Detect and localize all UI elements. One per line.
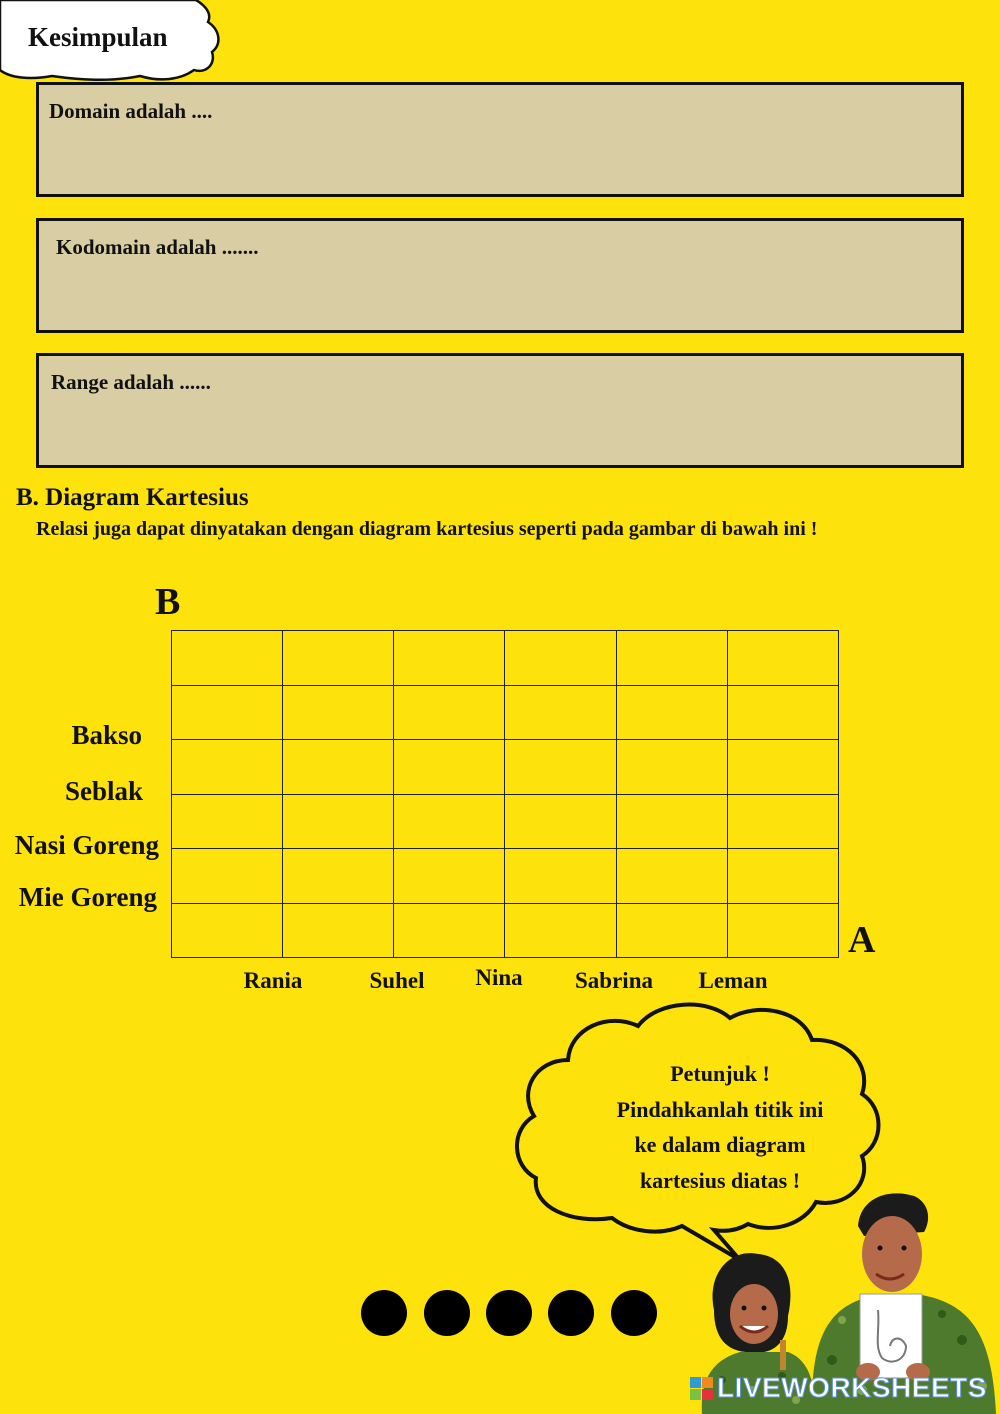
hint-text <box>580 1056 860 1198</box>
axis-a-label: A <box>848 919 876 961</box>
grid-cell[interactable] <box>283 795 394 850</box>
grid-cell[interactable] <box>617 631 728 686</box>
grid-cell[interactable] <box>617 795 728 850</box>
grid-cell[interactable] <box>394 904 505 959</box>
y-label-seblak: Seblak <box>64 776 143 806</box>
kesimpulan-title: Kesimpulan <box>28 22 168 52</box>
draggable-point[interactable] <box>548 1290 594 1336</box>
grid-cell[interactable] <box>617 740 728 795</box>
hint-line-4: kartesius diatas ! <box>639 1167 801 1193</box>
kodomain-label: Kodomain adalah ....... <box>56 235 259 259</box>
x-label-sabrina: Sabrina <box>575 968 653 993</box>
range-answer-box[interactable] <box>36 353 964 468</box>
grid-cell[interactable] <box>728 686 839 741</box>
draggable-point[interactable] <box>611 1290 657 1336</box>
hint-line-1: Petunjuk ! <box>670 1061 770 1086</box>
liveworksheets-watermark <box>690 1372 987 1404</box>
grid-cell[interactable] <box>283 849 394 904</box>
grid-cell[interactable] <box>728 904 839 959</box>
draggable-point[interactable] <box>486 1290 532 1336</box>
domain-label: Domain adalah .... <box>49 99 213 123</box>
grid-cell[interactable] <box>394 686 505 741</box>
grid-cell[interactable] <box>172 631 283 686</box>
grid-cell[interactable] <box>505 904 616 959</box>
domain-answer-box[interactable] <box>36 82 964 197</box>
grid-cell[interactable] <box>394 740 505 795</box>
grid-cell[interactable] <box>394 631 505 686</box>
grid-cell[interactable] <box>283 740 394 795</box>
x-label-nina: Nina <box>475 965 523 990</box>
section-description: Relasi juga dapat dinyatakan dengan diagram kartesius seperti pada gambar di bawah ini ! <box>36 518 818 540</box>
grid-cell[interactable] <box>617 904 728 959</box>
grid-cell[interactable] <box>617 849 728 904</box>
x-label-suhel: Suhel <box>369 968 425 993</box>
grid-cell[interactable] <box>505 686 616 741</box>
grid-cell[interactable] <box>617 686 728 741</box>
hint-line-2: Pindahkanlah titik ini <box>616 1096 824 1122</box>
grid-cell[interactable] <box>728 849 839 904</box>
grid-cell[interactable] <box>172 740 283 795</box>
x-label-rania: Rania <box>243 968 303 993</box>
grid-cell[interactable] <box>505 795 616 850</box>
grid-cell[interactable] <box>505 740 616 795</box>
range-label: Range adalah ...... <box>51 370 211 394</box>
draggable-point[interactable] <box>424 1290 470 1336</box>
grid-cell[interactable] <box>505 631 616 686</box>
grid-cell[interactable] <box>283 686 394 741</box>
grid-cell[interactable] <box>728 740 839 795</box>
grid-cell[interactable] <box>505 849 616 904</box>
section-title: B. Diagram Kartesius <box>16 484 249 511</box>
grid-cell[interactable] <box>172 849 283 904</box>
grid-cell[interactable] <box>172 686 283 741</box>
cartesian-grid[interactable] <box>171 630 839 958</box>
grid-cell[interactable] <box>283 904 394 959</box>
x-label-leman: Leman <box>698 968 768 993</box>
draggable-point[interactable] <box>361 1290 407 1336</box>
hint-line-3: ke dalam diagram <box>634 1132 806 1157</box>
grid-cell[interactable] <box>728 795 839 850</box>
grid-cell[interactable] <box>283 631 394 686</box>
axis-b-label: B <box>155 581 181 623</box>
y-label-mie-goreng: Mie Goreng <box>18 882 157 912</box>
liveworksheets-logo-icon <box>690 1377 713 1400</box>
grid-cell[interactable] <box>394 849 505 904</box>
y-label-bakso: Bakso <box>71 720 142 750</box>
watermark-text: LIVEWORKSHEETS <box>717 1372 987 1403</box>
grid-cell[interactable] <box>394 795 505 850</box>
grid-cell[interactable] <box>172 904 283 959</box>
kodomain-answer-box[interactable] <box>36 218 964 333</box>
y-label-nasi-goreng: Nasi Goreng <box>14 830 159 860</box>
grid-cell[interactable] <box>172 795 283 850</box>
grid-cell[interactable] <box>728 631 839 686</box>
